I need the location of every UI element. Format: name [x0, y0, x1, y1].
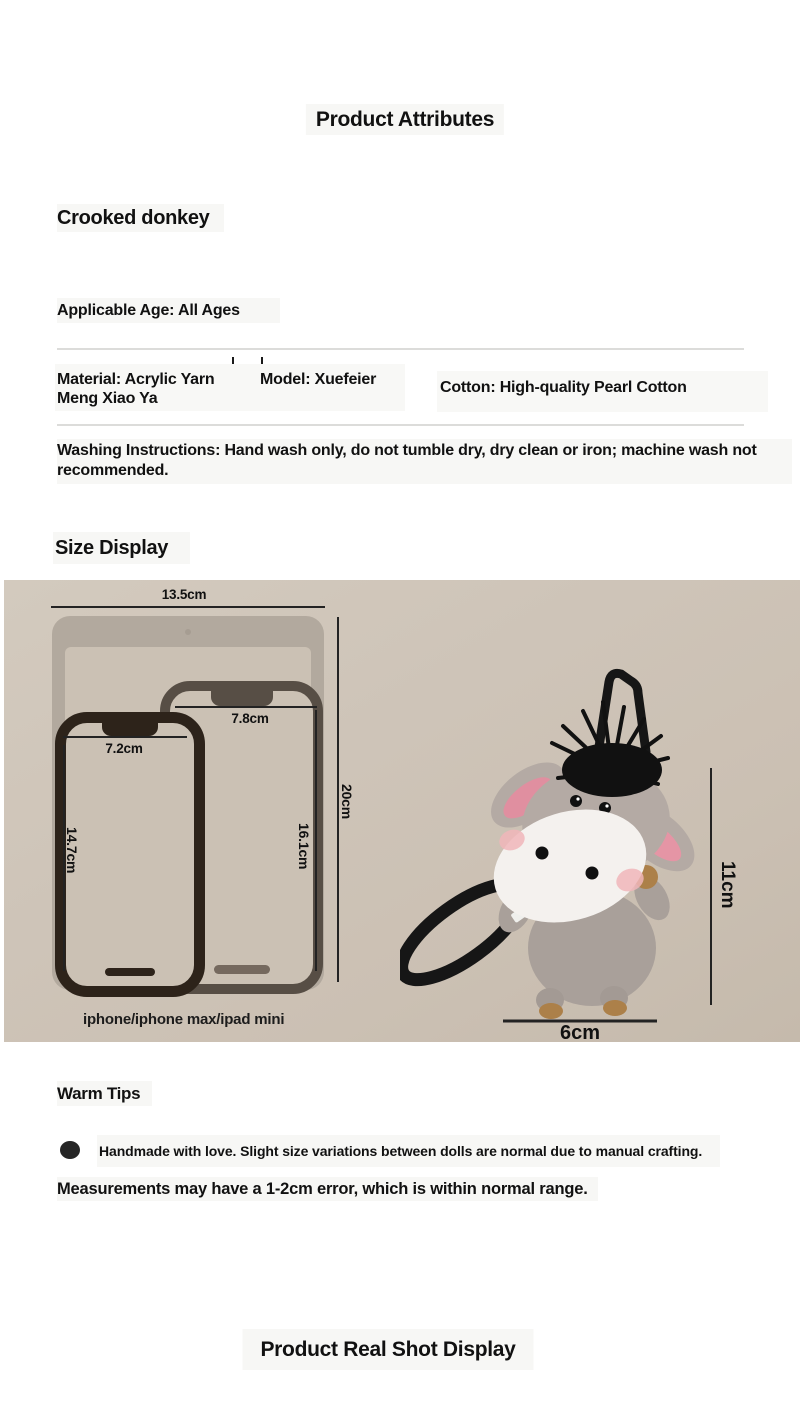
doll-nostril-right — [586, 867, 599, 880]
ipad-height-label: 20cm — [339, 784, 355, 820]
footer-title: Product Real Shot Display — [242, 1338, 533, 1362]
iphone-max-height-line — [315, 710, 317, 971]
washing-instructions: Washing Instructions: Hand wash only, do not tumble dry, dry clean or iron; machine wash not recommended. — [57, 439, 792, 484]
size-photo — [4, 580, 800, 1042]
material-line-2: Meng Xiao Ya — [57, 390, 158, 407]
iphone-height-label: 14.7cm — [64, 827, 80, 874]
doll-height-label: 11cm — [717, 861, 738, 909]
iphone-width-label: 7.2cm — [105, 741, 143, 756]
donkey-illustration — [400, 580, 800, 1042]
size-display-heading: Size Display — [53, 537, 190, 560]
iphone-notch — [102, 723, 158, 736]
iphone-max-width-label: 7.8cm — [231, 711, 269, 726]
material-info — [57, 370, 214, 408]
iphone-width-line — [63, 736, 187, 738]
doll-hoof-right-foot — [603, 1000, 627, 1016]
iphone-max-height-label: 16.1cm — [296, 823, 312, 870]
ipad-camera-dot — [185, 629, 191, 635]
divider-middle — [57, 424, 744, 426]
doll-nostril-left — [536, 847, 549, 860]
doll-hoof-left-foot — [539, 1003, 563, 1019]
iphone-homebar — [105, 968, 155, 976]
iphone-max-homebar — [214, 965, 270, 974]
page-title: Product Attributes — [306, 108, 504, 132]
material-line-1: Material: Acrylic Yarn — [57, 371, 215, 388]
model-info: Model: Xuefeier — [260, 371, 377, 388]
product-age: Applicable Age: All Ages — [57, 301, 280, 320]
doll-width-label: 6cm — [559, 1022, 601, 1042]
ipad-width-line — [51, 606, 325, 608]
iphone-max-notch — [211, 691, 273, 706]
product-name: Crooked donkey — [57, 207, 224, 230]
doll-mane-core — [562, 743, 662, 797]
devices-caption: iphone/iphone max/ipad mini — [83, 1011, 285, 1028]
doll-eye-left — [570, 795, 582, 807]
measurement-note: Measurements may have a 1-2cm error, which is within normal range. — [57, 1180, 598, 1199]
iphone-max-width-line — [175, 706, 317, 708]
cotton-info: Cotton: High-quality Pearl Cotton — [440, 379, 687, 396]
divider-top — [57, 348, 744, 350]
warm-tips-heading: Warm Tips — [57, 1084, 152, 1104]
ipad-width-label: 13.5cm — [161, 587, 207, 602]
handmade-tip: Handmade with love. Slight size variations between dolls are normal due to manual crafting. — [97, 1143, 720, 1159]
bullet-icon — [60, 1141, 80, 1159]
